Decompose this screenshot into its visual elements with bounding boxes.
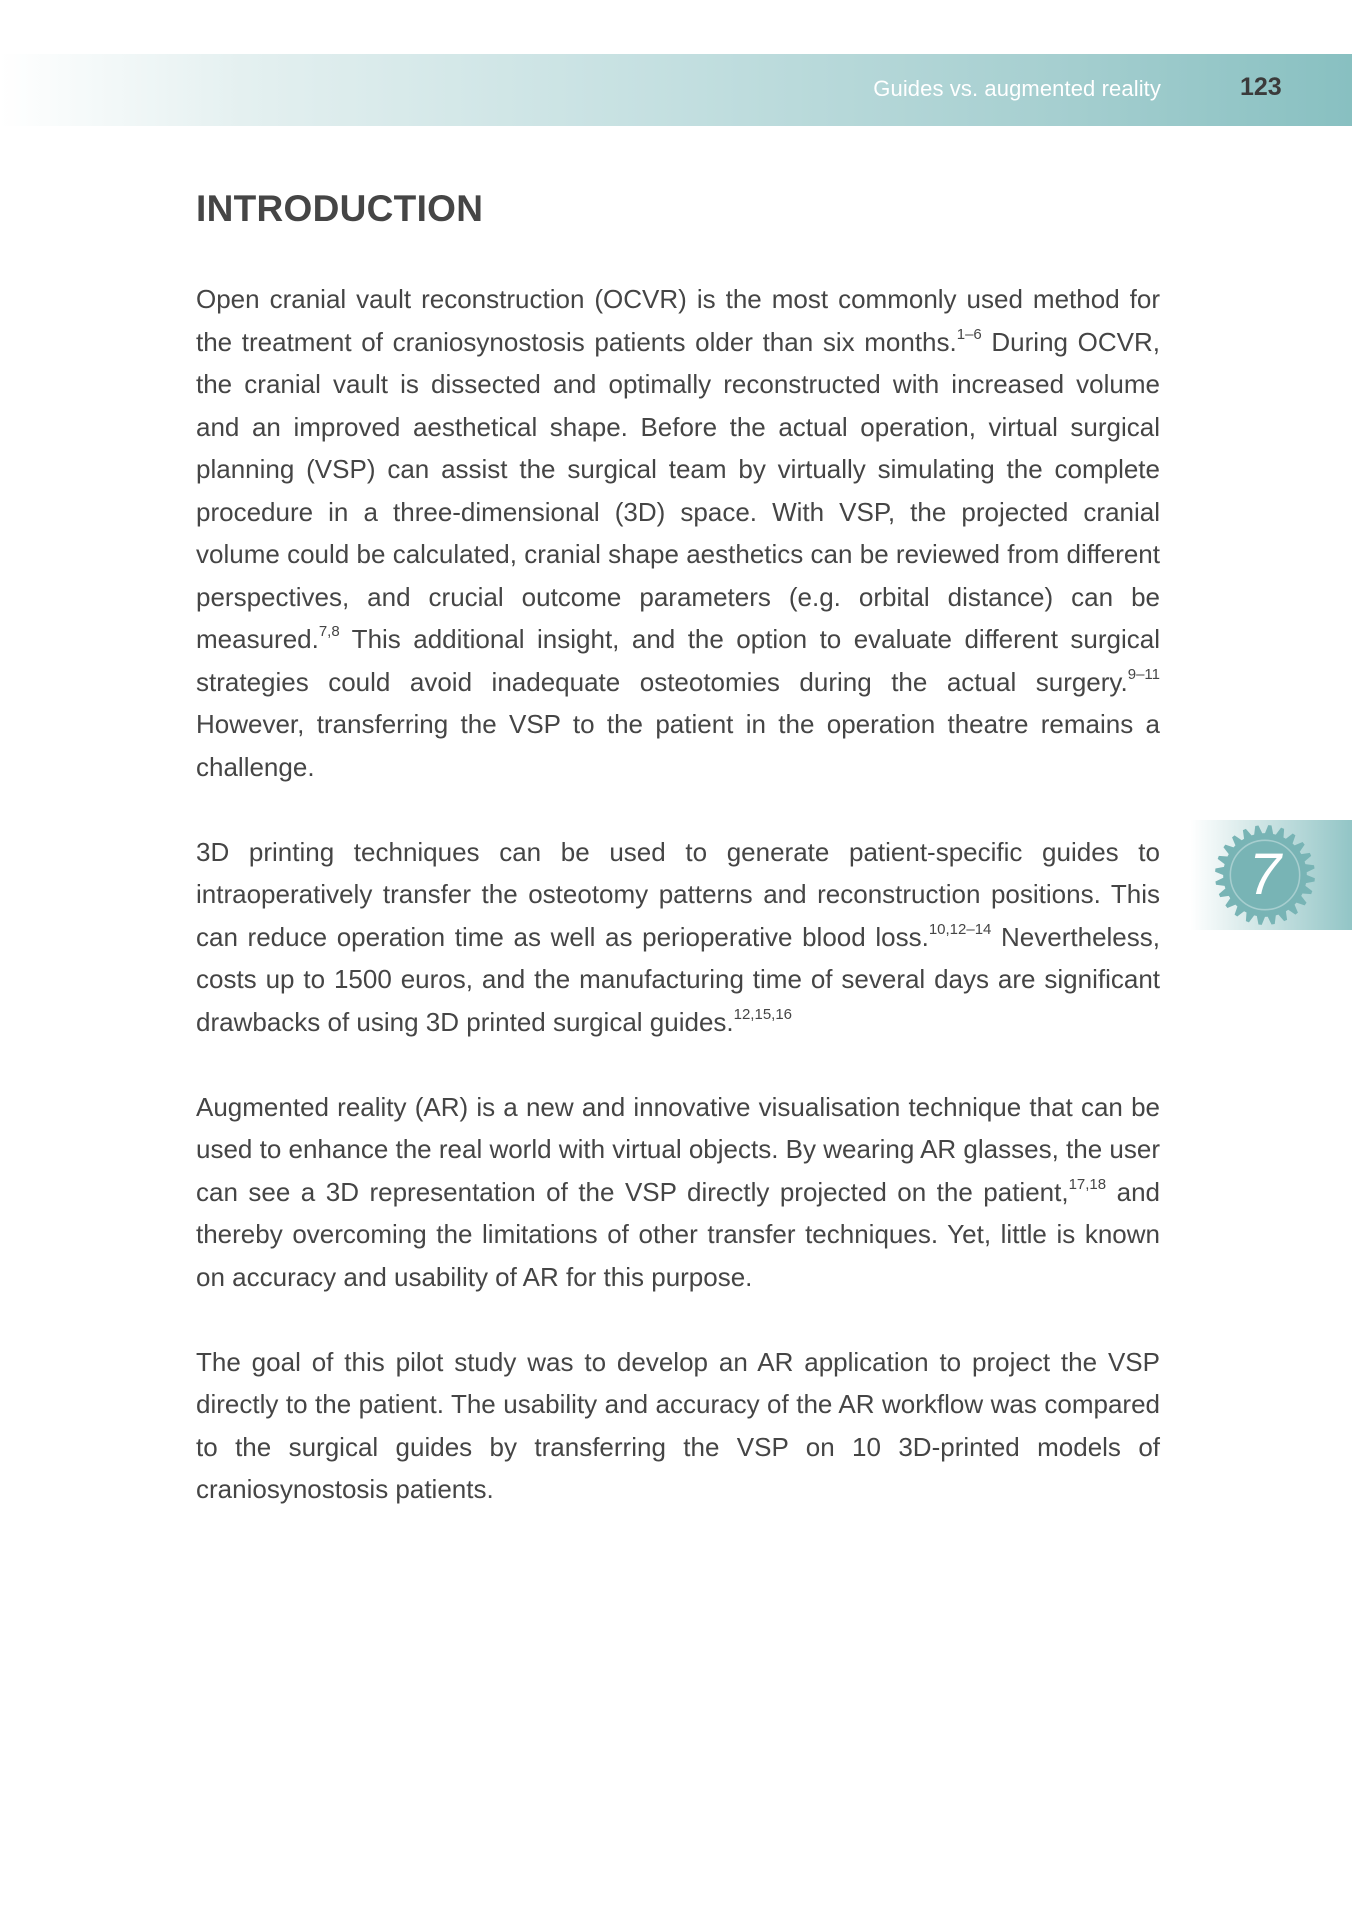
text-run: and thereby overcoming the limitations of other transfer techniques. Yet, little is known on accuracy and usability of AR for this purpose. [196,1176,1160,1292]
citation: 9–11 [1127,665,1160,683]
paragraph [196,1341,1160,1511]
text-run: However, transferring the VSP to the patient in the operation theatre remains a challenge. [196,709,1160,782]
paragraph [196,831,1160,1044]
paragraph [196,1086,1160,1299]
text-run: Open cranial vault reconstruction (OCVR) is the most commonly used method for the treatment of craniosynostosis patients older than six months. [196,284,1160,357]
page-number: 123 [1240,73,1282,101]
text-run: Augmented reality (AR) is a new and innovative visualisation technique that can be used to enhance the real world with virtual objects. By wearing AR glasses, the user can see a 3D representation of the VSP directly projected on the patient, [196,1091,1160,1207]
chapter-tab [1190,820,1352,930]
citation: 7,8 [318,623,340,641]
text-run: This additional insight, and the option to evaluate different surgical strategies could avoid inadequate osteotomies during the actual surgery. [196,624,1160,697]
running-header [0,54,1352,126]
text-run: The goal of this pilot study was to develop an AR application to project the VSP directly to the patient. The usability and accuracy of the AR workflow was compared to the surgical guides by transferring the VSP on 10 3D-printed models of craniosynostosis patients. [196,1346,1160,1504]
citation: 10,12–14 [928,920,992,938]
citation: 1–6 [956,325,982,343]
section-heading: INTRODUCTION [196,188,484,229]
running-title: Guides vs. augmented reality [873,76,1161,101]
text-run: During OCVR, the cranial vault is dissected and optimally reconstructed with increased volume and an improved aesthetical shape. Before the actual operation, virtual surgical planning (VSP) can assist the surgical team by virtually simulating the complete procedure in a three-dimensional (3D) space. With VSP, the projected cranial volume could be calculated, cranial shape aesthetics can be reviewed from different perspectives, and crucial outcome parameters (e.g. orbital distance) can be measured. [196,326,1160,654]
citation: 12,15,16 [733,1005,793,1023]
citation: 17,18 [1068,1175,1107,1193]
text-run: Nevertheless, costs up to 1500 euros, and the manufacturing time of several days are significant drawbacks of using 3D printed surgical guides. [196,921,1160,1037]
text-run: 3D printing techniques can be used to generate patient-specific guides to intraoperatively transfer the osteotomy patterns and reconstruction positions. This can reduce operation time as well as perioperative blood loss. [196,836,1160,952]
body-text [196,278,1160,1553]
paragraph [196,278,1160,788]
chapter-number: 7 [1248,842,1282,907]
